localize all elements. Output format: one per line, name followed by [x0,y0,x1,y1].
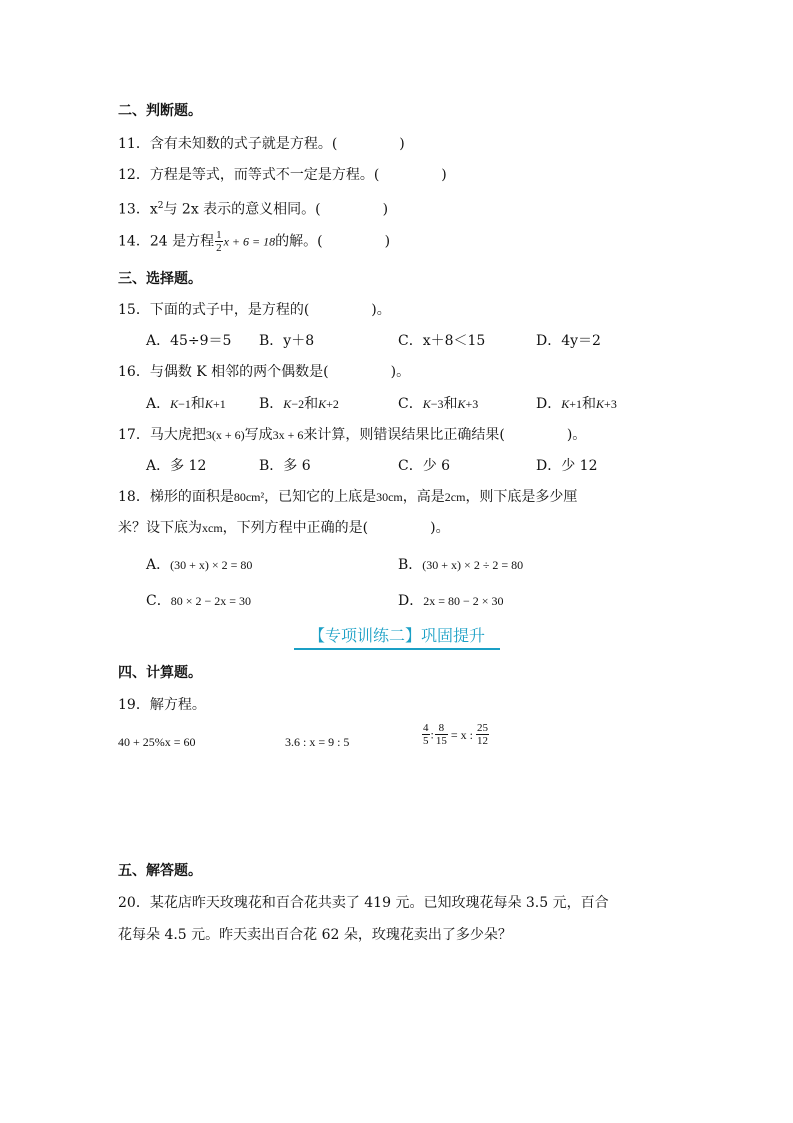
fraction [422,722,430,747]
question-text: 解方程。 [149,697,206,713]
ratio-colon: : [430,727,434,742]
math-variable: K [457,397,466,411]
question-20-line1 [118,893,609,913]
math-expression: (30 + x) × 2 ÷ 2 = 80 [422,558,524,572]
question-11 [118,134,405,154]
math-expression: 80 × 2 − 2x = 30 [170,594,252,608]
math-variable: K [283,397,292,411]
math-operand: +2 [326,397,339,411]
question-text: 梯形的面积是 [149,489,234,505]
question-text: 方程是等式，而等式不一定是方程。( [149,167,380,183]
math-expression: (30 + x) × 2 = 80 [170,558,253,572]
question-18-line1 [118,487,577,507]
question-text: 马大虎把 [149,427,206,443]
option-a[interactable] [146,394,226,414]
option-b[interactable]: B．y＋8 [259,333,315,349]
fraction-denominator: 2 [216,242,222,254]
question-close: ) [382,201,389,218]
question-text: 下面的式子中，是方程的( [149,302,310,318]
question-close: ) [384,233,391,250]
equation-3 [421,722,490,747]
option-label: B． [259,396,284,412]
question-text: 24 是方程 [149,233,215,250]
question-14 [118,229,390,254]
math-expression: x + 6 = 18 [223,234,276,249]
section-heading-judgement: 二、判断题。 [118,103,202,119]
question-17 [118,425,586,445]
math-variable: K [422,397,431,411]
math-operand: +1 [569,397,583,411]
math-expression: 2x = 80 − 2 × 30 [423,594,504,608]
question-15 [118,300,391,320]
question-number: 13． [118,201,150,218]
fraction-numerator: 25 [476,722,488,734]
fraction-denominator: 5 [423,735,429,747]
math-operand: +3 [465,397,479,411]
math-operand: −2 [291,397,305,411]
math-variable: K [596,397,605,411]
question-number: 20． [118,895,150,911]
question-text: 某花店昨天玫瑰花和百合花共卖了 419 元。已知玫瑰花每朵 3.5 元，百合 [149,895,609,911]
equation-2: 3.6 : x = 9 : 5 [285,735,350,749]
option-label: D． [536,396,562,412]
option-d[interactable]: D．少 12 [536,458,598,474]
question-13 [118,196,388,220]
question-number: 14． [118,233,150,250]
option-d[interactable]: D．4y＝2 [536,333,601,349]
question-text: ，高是 [402,489,445,505]
math-operand: +1 [212,397,226,411]
option-d[interactable] [398,591,504,611]
math-operand: −1 [178,397,191,411]
option-conjunction: 和 [304,396,319,412]
option-a[interactable] [146,555,252,575]
question-16 [118,362,410,382]
option-label: A． [146,396,171,412]
section-heading-choice: 三、选择题。 [118,271,202,287]
option-conjunction: 和 [443,396,458,412]
math-expression: 3(x + 6) [205,428,245,442]
question-text: 写成 [244,427,273,443]
question-text: 的解。( [275,233,323,250]
math-expression: 3x + 6 [272,428,304,442]
section-banner-link[interactable]: 【专项训练二】巩固提升 [294,625,500,650]
option-label: C． [146,593,171,609]
option-label: B． [398,557,423,573]
fraction-numerator: 4 [423,722,429,734]
math-value: 30cm [376,490,403,504]
question-text: 与偶数 K 相邻的两个偶数是( [149,364,329,380]
fraction [476,722,489,747]
question-close: )。 [390,364,411,380]
option-b[interactable]: B．多 6 [259,458,311,474]
math-variable: x [149,201,158,218]
math-variable: K [170,397,179,411]
question-text: ，已知它的上底是 [264,489,377,505]
question-close: )。 [566,427,587,443]
option-c[interactable]: C．少 6 [398,458,451,474]
fraction-denominator: 15 [435,735,447,747]
option-label: A． [146,557,171,573]
option-conjunction: 和 [582,396,597,412]
option-label: C． [398,396,423,412]
section-heading-answer: 五、解答题。 [118,863,202,879]
question-18-line2 [118,518,450,538]
math-variable: K [204,397,213,411]
question-number: 16． [118,364,150,380]
question-text: 含有未知数的式子就是方程。( [149,136,338,152]
fraction-numerator: 8 [435,722,448,735]
section-heading-calculation: 四、计算题。 [118,665,202,681]
question-number: 18． [118,489,150,505]
question-number: 17． [118,427,150,443]
equation-1: 40 + 25%x = 60 [118,735,196,749]
question-text: 与 2x 表示的意义相同。( [163,201,321,218]
math-value: 2cm [444,490,466,504]
math-exponent: 2 [157,201,164,211]
question-number: 15． [118,302,150,318]
option-d[interactable] [536,394,617,414]
question-12 [118,165,447,185]
fraction [215,229,223,254]
option-a[interactable]: A．45÷9＝5 [146,333,232,349]
question-close: )。 [371,302,391,318]
math-value: xcm [202,521,223,535]
fraction-denominator: 12 [476,735,488,747]
question-text: 来计算，则错误结果比正确结果( [303,427,505,443]
fraction-numerator: 1 [216,229,222,241]
question-close: ) [441,167,447,183]
question-close: )。 [430,520,450,536]
fraction [435,722,448,747]
math-value: 80cm² [233,490,265,504]
option-c[interactable] [398,394,478,414]
question-text: 米？设下底为 [118,520,202,536]
option-b[interactable] [259,394,339,414]
question-number: 19． [118,697,150,713]
option-b[interactable] [398,555,523,575]
math-variable: K [561,397,570,411]
question-number: 11． [118,136,150,152]
question-text: ，下列方程中正确的是( [222,520,369,536]
question-19 [118,695,206,715]
option-conjunction: 和 [190,396,205,412]
math-expression: = x : [450,727,473,742]
math-operand: −3 [430,397,444,411]
question-text: ，则下底是多少厘 [465,489,578,505]
math-operand: +3 [604,397,617,411]
option-label: D． [398,593,424,609]
question-20-line2: 花每朵 4.5 元。昨天卖出百合花 62 朵，玫瑰花卖出了多少朵？ [118,927,512,943]
option-a[interactable]: A．多 12 [146,458,207,474]
question-close: ) [399,136,405,152]
option-c[interactable]: C．x＋8＜15 [398,333,486,349]
math-variable: K [318,397,327,411]
option-c[interactable] [146,591,251,611]
question-number: 12． [118,167,150,183]
